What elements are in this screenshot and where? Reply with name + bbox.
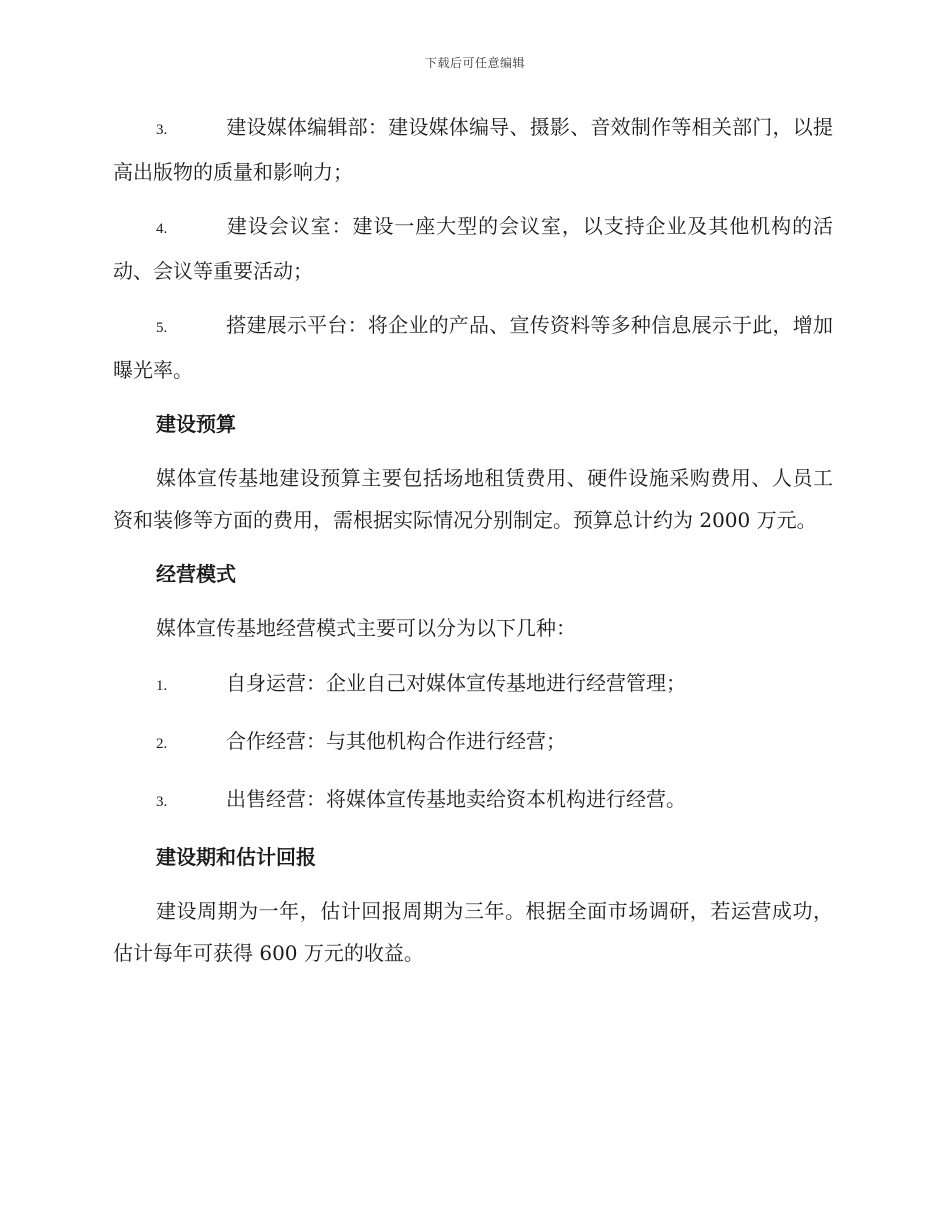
- list-item: [113, 662, 833, 707]
- list-number: 2.: [156, 736, 168, 752]
- section-heading-period: 建设期和估计回报: [156, 845, 316, 869]
- list-text: 合作经营：与其他机构合作进行经营；: [226, 729, 566, 753]
- operation-intro: 媒体宣传基地经营模式主要可以分为以下几种：: [156, 616, 576, 640]
- section-heading-operation: 经营模式: [156, 562, 236, 586]
- list-item: [113, 205, 833, 292]
- list-text: 搭建展示平台：将企业的产品、宣传资料等多种信息展示于此，增加曝光率。: [113, 313, 833, 382]
- document-body: [113, 106, 833, 986]
- header-note: 下载后可任意编辑: [424, 56, 525, 70]
- list-text: 出售经营：将媒体宣传基地卖给资本机构进行经营。: [226, 787, 686, 811]
- list-number: 1.: [156, 678, 168, 694]
- list-item: [113, 720, 833, 765]
- list-text: 自身运营：企业自己对媒体宣传基地进行经营管理；: [226, 671, 686, 695]
- period-paragraph: 建设周期为一年，估计回报周期为三年。根据全面市场调研，若运营成功，估计每年可获得 600 万元的收益。: [113, 899, 833, 965]
- list-number: 4.: [156, 221, 168, 237]
- list-item: [113, 778, 833, 823]
- list-number: 3.: [156, 794, 168, 810]
- budget-paragraph: 媒体宣传基地建设预算主要包括场地租赁费用、硬件设施采购费用、人员工资和装修等方面的费用，需根据实际情况分别制定。预算总计约为 2000 万元。: [113, 466, 833, 532]
- list-item: [113, 106, 833, 193]
- list-text: 建设媒体编辑部：建设媒体编导、摄影、音效制作等相关部门，以提高出版物的质量和影响力；: [113, 115, 833, 184]
- list-number: 3.: [156, 122, 168, 138]
- list-text: 建设会议室：建设一座大型的会议室，以支持企业及其他机构的活动、会议等重要活动；: [113, 214, 833, 283]
- section-heading-budget: 建设预算: [156, 412, 236, 436]
- list-item: [113, 304, 833, 391]
- list-number: 5.: [156, 320, 168, 336]
